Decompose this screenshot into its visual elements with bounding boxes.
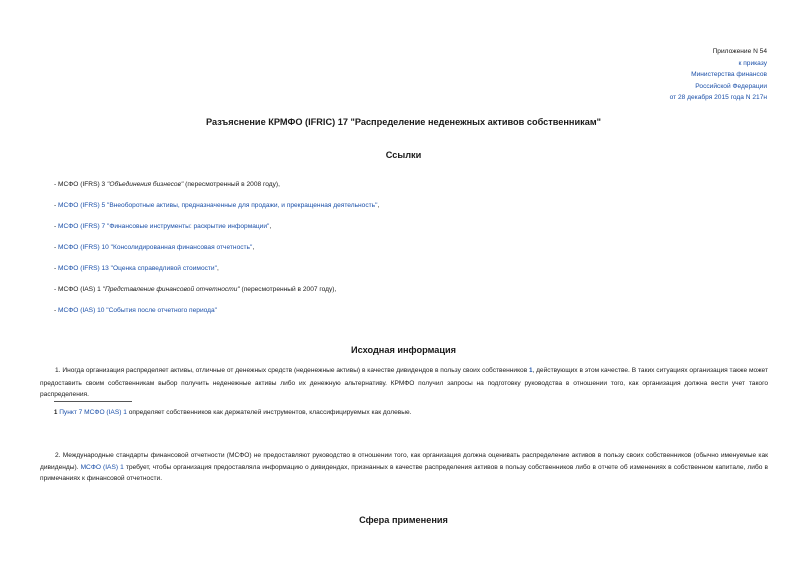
reference-link[interactable]: МСФО (IFRS) 7 "Финансовые инструменты: раскрытие информации" (58, 223, 270, 230)
reference-link[interactable]: МСФО (IFRS) 10 "Консолидированная финансовая отчетность" (58, 244, 253, 251)
ias1-link[interactable]: МСФО (IAS) 1 (80, 463, 124, 471)
footnote-text: определяет собственников как держателей инструментов, классифицируемых как долевые. (126, 409, 412, 416)
country-link[interactable]: Российской Федерации (695, 82, 767, 90)
order-link[interactable]: к приказу (738, 59, 767, 67)
reference-item: - МСФО (IAS) 10 "События после отчетного периода" (54, 307, 218, 314)
background-paragraph-1: 1. Иногда организация распределяет активы, отличные от денежных средств (неденежные активы) в качестве дивидендов в пользу своих собственников 1, действующих в этом качестве. В таких ситуациях организация также может предоставить своим собственникам выбор получить неденежные активы либо их денежную альтернативу. КРМФО получил запросы на подготовку руководства в отношении того, как организация должна вести учет такого распределения. (40, 367, 768, 399)
footnote-number: 1 (54, 410, 58, 416)
background-paragraph-2: 2. Международные стандарты финансовой отчетности (МСФО) не предоставляют руководство в отношении того, как организация должна оценивать распределение активов в пользу своих собственников (обычно именуемые как дивиденды). МСФО (IAS) 1 требует, чтобы организация предоставляла информацию о дивидендах, признанных в качестве распределения активов в пользу собственников либо в отчете об изменениях в собственном капитале, либо в примечаниях к финансовой отчетности. (40, 452, 768, 483)
appendix-header (670, 46, 767, 104)
document-title: Разъяснение КРМФО (IFRIC) 17 "Распределение неденежных активов собственникам" (205, 117, 601, 127)
reference-item: - МСФО (IFRS) 3 "Объединения бизнесов" (пересмотренный в 2008 году), (54, 181, 280, 188)
reference-title: "Объединения бизнесов" (107, 181, 184, 188)
reference-link[interactable]: МСФО (IFRS) 5 "Внеоборотные активы, предназначенные для продажи, и прекращенная деятельность" (58, 202, 378, 209)
reference-item: - МСФО (IFRS) 10 "Консолидированная финансовая отчетность", (54, 244, 255, 251)
scope-heading: Сфера применения (359, 515, 448, 525)
reference-item: - МСФО (IFRS) 5 "Внеоборотные активы, предназначенные для продажи, и прекращенная деятельность", (54, 202, 380, 209)
appendix-number: Приложение N 54 (712, 48, 767, 55)
reference-item: - МСФО (IFRS) 7 "Финансовые инструменты: раскрытие информации", (54, 223, 272, 230)
reference-link[interactable]: МСФО (IFRS) 13 "Оценка справедливой стоимости" (58, 265, 217, 272)
footnote-link[interactable]: Пункт 7 МСФО (IAS) 1 (59, 409, 127, 416)
footnote-divider (54, 401, 132, 402)
order-date-link[interactable]: от 28 декабря 2015 года N 217н (669, 94, 767, 102)
references-heading: Ссылки (385, 150, 422, 160)
ministry-link[interactable]: Министерства финансов (691, 71, 767, 79)
reference-item: - МСФО (IFRS) 13 "Оценка справедливой стоимости", (54, 265, 219, 272)
background-heading: Исходная информация (350, 345, 457, 355)
footnote (54, 407, 412, 419)
references-list (54, 179, 379, 326)
reference-item: - МСФО (IAS) 1 "Представление финансовой отчетности" (пересмотренный в 2007 году), (54, 286, 337, 293)
reference-link[interactable]: МСФО (IAS) 10 "События после отчетного периода" (58, 307, 218, 314)
footnote-reference[interactable]: 1 (529, 368, 533, 374)
reference-title: "Представление финансовой отчетности" (102, 286, 240, 293)
